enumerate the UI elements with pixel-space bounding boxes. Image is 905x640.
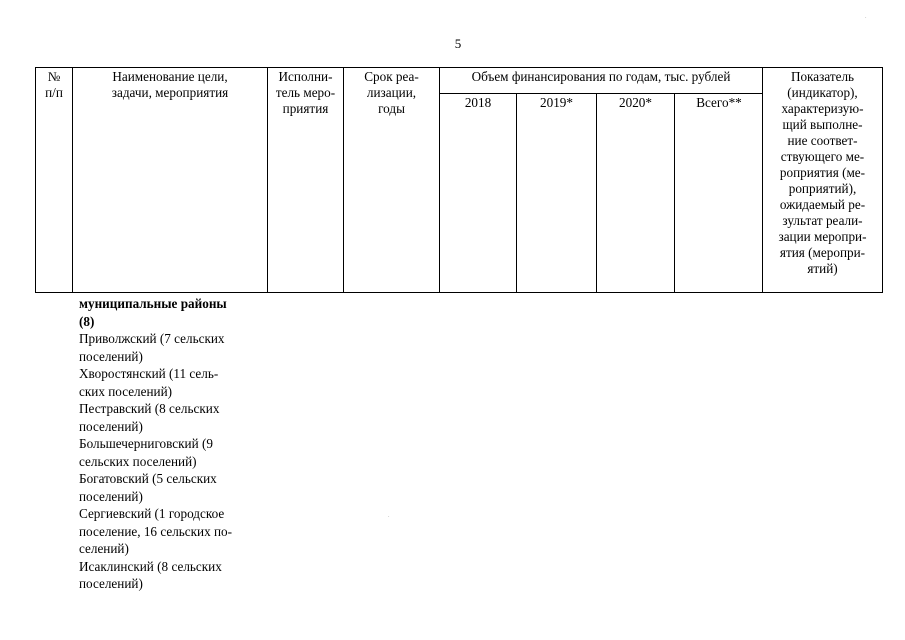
header-financing-column — [440, 68, 763, 292]
header-number-column — [36, 68, 73, 292]
header-indicator-column — [763, 68, 883, 292]
district-item: Исаклинский (8 сельских поселений) — [79, 558, 222, 591]
header-executor-column — [268, 68, 344, 292]
district-item: Сергиевский (1 городское поселение, 16 сельских по- селений) — [79, 506, 233, 556]
header-name-column — [73, 68, 268, 292]
scan-speck: . — [865, 14, 867, 20]
header-executor-label: Исполни- тель меро- приятия — [275, 69, 336, 116]
header-name-label: Наименование цели, задачи, мероприятия — [111, 69, 229, 100]
header-number-label: № п/п — [45, 69, 63, 100]
district-item: Большечерниговский (9 сельских поселений) — [79, 436, 213, 469]
district-item: Приволжский (7 сельских поселений) — [79, 331, 225, 364]
header-year-2018: 2018 — [440, 94, 517, 292]
header-year-2019: 2019* — [517, 94, 597, 292]
header-term-label: Срок реа- лизации, годы — [364, 69, 419, 116]
district-item: Хворостянский (11 сель- ских поселений) — [79, 366, 219, 399]
header-term-column — [344, 68, 440, 292]
header-financing-label: Объем финансирования по годам, тыс. рублей — [440, 68, 762, 94]
page-number: 5 — [454, 36, 462, 51]
header-year-2020: 2020* — [597, 94, 675, 292]
district-group-title: муниципальные районы (8) — [79, 296, 227, 329]
table-header — [35, 67, 883, 293]
district-list — [79, 295, 269, 593]
header-indicator-label: Показатель (индикатор), характеризую- щий выполне- ние соответ- ствующего ме- роприятия (ме- роприятий), ожидаемый ре- зультат реали- зации меропри- ятия (меропри- ятий) — [778, 69, 867, 276]
scan-speck: . — [388, 513, 390, 519]
header-year-total: Всего** — [696, 95, 742, 110]
district-item: Пестравский (8 сельских поселений) — [79, 401, 220, 434]
district-item: Богатовский (5 сельских поселений) — [79, 471, 217, 504]
